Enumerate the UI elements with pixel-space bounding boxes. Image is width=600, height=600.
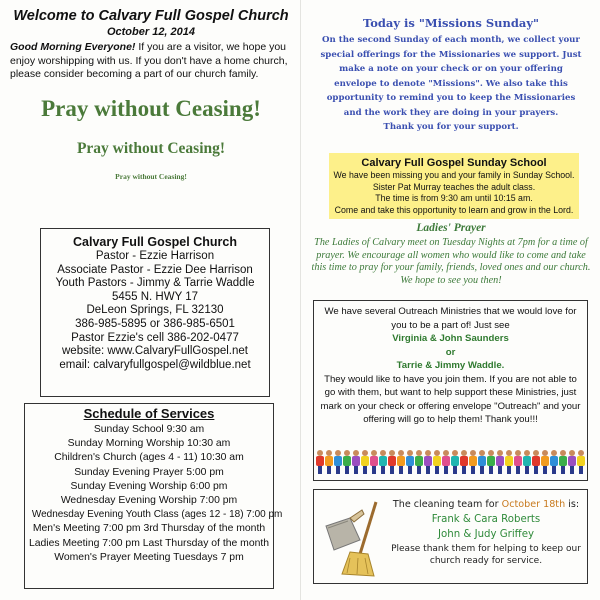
- person-figure-icon: [334, 450, 342, 474]
- sunday-school-line: Sister Pat Murray teaches the adult class.: [372, 181, 536, 192]
- email-line: email: calvaryfullgospel@wildblue.net: [59, 358, 251, 371]
- schedule-item: Wednesday Evening Worship 7:00 pm: [60, 495, 238, 507]
- person-figure-icon: [550, 450, 558, 474]
- ladies-prayer-title: Ladies' Prayer: [416, 222, 486, 234]
- person-figure-icon: [451, 450, 459, 474]
- missions-line: and the work they are doing in your prayers.: [343, 107, 559, 118]
- pray-heading-small: Pray without Ceasing!: [115, 171, 187, 181]
- schedule-item: Women's Prayer Meeting Tuesdays 7 pm: [54, 551, 244, 563]
- person-figure-icon: [388, 450, 396, 474]
- person-figure-icon: [541, 450, 549, 474]
- person-figure-icon: [523, 450, 531, 474]
- welcome-message: If you are a visitor, we hope you enjoy worshipping with us. If you don't have a home church, please consider becoming a part of our church family.: [10, 41, 288, 80]
- missions-line: Thank you for your support.: [383, 122, 519, 132]
- schedule-item: Sunday Morning Worship 10:30 am: [67, 438, 231, 450]
- schedule-item: Wednesday Evening Youth Class (ages 12 - 18) 7:00 pm: [31, 509, 283, 521]
- sunday-school-line: We have been missing you and your family in Sunday School.: [333, 170, 575, 180]
- schedule-item: Sunday Evening Worship 6:00 pm: [70, 480, 228, 492]
- person-figure-icon: [379, 450, 387, 474]
- outreach-text: They would like to have you join them. If you are not able to go with them, but want to help support these Ministries, just mark on your check or offering envelope "Outreach" and your offering will go to help them! Thank you!!!: [320, 373, 581, 425]
- sunday-school-line: The time is from 9:30 am until 10:15 am.: [375, 193, 533, 203]
- outreach-intro: We have several Outreach Ministries that we would love for you to be a part of! Just see: [324, 306, 577, 331]
- welcome-title: Welcome to Calvary Full Gospel Church: [13, 8, 289, 24]
- schedule-item: Children's Church (ages 4 - 11) 10:30 am: [54, 452, 244, 464]
- sunday-school-line: Come and take this opportunity to learn and grow in the Lord.: [334, 204, 574, 215]
- outreach-contact-1: Virginia & John Saunders: [392, 333, 509, 344]
- person-figure-icon: [361, 450, 369, 474]
- cleaning-team-1: Frank & Cara Roberts: [431, 514, 541, 525]
- pray-heading-large: Pray without Ceasing!: [41, 95, 261, 121]
- center-fold: [300, 0, 301, 600]
- welcome-greeting: Good Morning Everyone!: [10, 41, 136, 53]
- missions-line: On the second Sunday of each month, we collect your: [322, 35, 580, 45]
- outreach-contact-2: Tarrie & Jimmy Waddle.: [396, 360, 505, 371]
- person-figure-icon: [352, 450, 360, 474]
- person-figure-icon: [478, 450, 486, 474]
- schedule-item: Ladies Meeting 7:00 pm Last Thursday of the month: [28, 537, 270, 549]
- schedule-item: Sunday Evening Prayer 5:00 pm: [74, 466, 224, 478]
- person-figure-icon: [496, 450, 504, 474]
- church-name: Calvary Full Gospel Church: [73, 235, 237, 249]
- outreach-or: or: [445, 346, 456, 358]
- dustpan-broom-icon: [320, 496, 382, 578]
- cleaning-intro: The cleaning team for: [392, 499, 499, 510]
- person-figure-icon: [460, 450, 468, 474]
- church-info-box: [40, 228, 270, 397]
- person-figure-icon: [415, 450, 423, 474]
- person-figure-icon: [397, 450, 405, 474]
- cleaning-suffix: is:: [565, 499, 580, 510]
- youth-pastors-line: Youth Pastors - Jimmy & Tarrie Waddle: [55, 277, 255, 290]
- missions-line: opportunity to remind you to keep the Missionaries: [326, 93, 576, 103]
- person-figure-icon: [316, 450, 324, 474]
- schedule-item: Sunday School 9:30 am: [93, 424, 205, 435]
- missions-line: envelope to denote "Missions". We also take this: [334, 78, 568, 89]
- person-figure-icon: [532, 450, 540, 474]
- outreach-box: [313, 300, 588, 481]
- cleaning-team-2: John & Judy Griffey: [438, 529, 534, 540]
- address-city: DeLeon Springs, FL 32130: [86, 304, 224, 317]
- schedule-item: Men's Meeting 7:00 pm 3rd Thursday of the month: [32, 523, 266, 535]
- person-figure-icon: [514, 450, 522, 474]
- cleaning-box: [313, 489, 588, 584]
- schedule-title: Schedule of Services: [83, 406, 215, 421]
- cleaning-text: [386, 498, 586, 567]
- pray-heading-medium: Pray without Ceasing!: [76, 139, 226, 157]
- person-figure-icon: [424, 450, 432, 474]
- left-column: [10, 8, 292, 181]
- person-figure-icon: [577, 450, 585, 474]
- right-column: [309, 8, 593, 135]
- person-figure-icon: [325, 450, 333, 474]
- person-figure-icon: [406, 450, 414, 474]
- cleaning-heading: [386, 498, 586, 512]
- associate-pastor-line: Associate Pastor - Ezzie Dee Harrison: [57, 263, 253, 276]
- ladies-prayer-text: The Ladies of Calvary meet on Tuesday Nights at 7pm for a time of prayer. We encourage all women who would like to come and take this time to pray for your family, friends, loved ones and our church. We hope to see you then!: [311, 237, 591, 286]
- person-figure-icon: [370, 450, 378, 474]
- person-figure-icon: [559, 450, 567, 474]
- schedule-box: [24, 403, 283, 589]
- person-figure-icon: [442, 450, 450, 474]
- cleaning-thanks: Please thank them for helping to keep our church ready for service.: [391, 544, 581, 566]
- welcome-text: [10, 41, 292, 82]
- phone-line: 386-985-5895 or 386-985-6501: [75, 317, 235, 330]
- cleaning-date: October 18th: [501, 499, 566, 510]
- missions-line: make a note on your check or on your offering: [339, 64, 563, 74]
- sunday-school-title: Calvary Full Gospel Sunday School: [361, 157, 547, 169]
- missions-title: Today is "Missions Sunday": [362, 16, 540, 30]
- website-line: website: www.CalvaryFullGospel.net: [62, 345, 248, 358]
- people-illustration: [314, 450, 587, 476]
- person-figure-icon: [568, 450, 576, 474]
- missions-body: [309, 33, 593, 135]
- sunday-school-box: [329, 153, 579, 219]
- welcome-date: October 12, 2014: [106, 26, 196, 38]
- person-figure-icon: [343, 450, 351, 474]
- missions-line: special offerings for the Missionaries we support. Just: [320, 49, 582, 60]
- cell-line: Pastor Ezzie's cell 386-202-0477: [71, 331, 239, 344]
- person-figure-icon: [505, 450, 513, 474]
- person-figure-icon: [487, 450, 495, 474]
- person-figure-icon: [469, 450, 477, 474]
- address-street: 5455 N. HWY 17: [111, 290, 199, 303]
- person-figure-icon: [433, 450, 441, 474]
- pastor-line: Pastor - Ezzie Harrison: [95, 250, 215, 262]
